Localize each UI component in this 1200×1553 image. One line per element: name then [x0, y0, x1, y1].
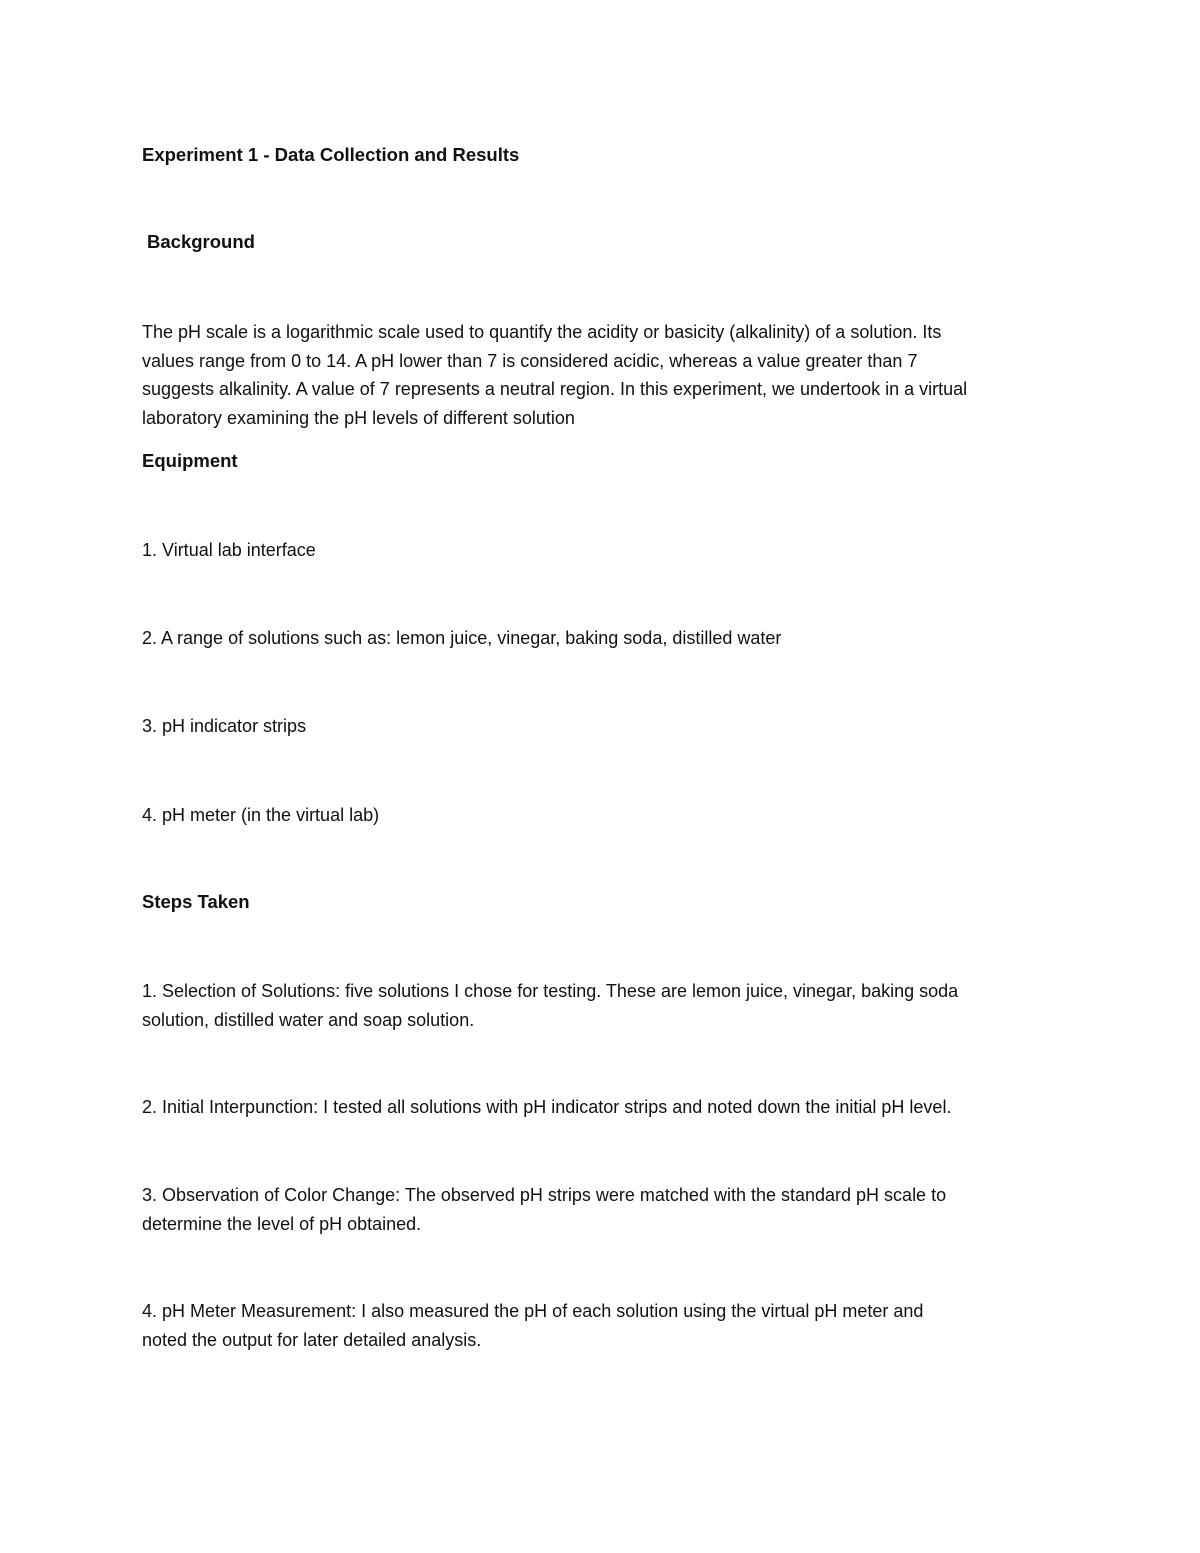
section-heading-equipment: Equipment — [142, 450, 238, 471]
step-line: 1. Selection of Solutions: five solutions I chose for testing. These are lemon juice, vinegar, baking soda — [142, 981, 959, 1001]
step-line: 3. Observation of Color Change: The observed pH strips were matched with the standard pH scale to — [142, 1185, 947, 1205]
step-line: noted the output for later detailed analysis. — [142, 1329, 482, 1350]
step-line: 4. pH Meter Measurement: I also measured the pH of each solution using the virtual pH meter and — [142, 1301, 924, 1321]
step-line: determine the level of pH obtained. — [142, 1213, 422, 1234]
step-item — [142, 977, 1072, 1034]
paragraph-line: laboratory examining the pH levels of different solution — [142, 407, 575, 428]
section-heading-steps: Steps Taken — [142, 891, 250, 912]
section-heading-background: Background — [147, 231, 255, 252]
step-item — [142, 1181, 1072, 1238]
paragraph-line: suggests alkalinity. A value of 7 represents a neutral region. In this experiment, we undertook in a virtual — [142, 379, 968, 399]
background-paragraph — [142, 318, 1072, 432]
equipment-item: 1. Virtual lab interface — [142, 540, 316, 560]
step-item — [142, 1093, 1072, 1122]
step-line: solution, distilled water and soap solution. — [142, 1009, 475, 1030]
page-title: Experiment 1 - Data Collection and Results — [142, 144, 520, 165]
paragraph-line: The pH scale is a logarithmic scale used to quantify the acidity or basicity (alkalinity) of a solution. Its — [142, 322, 942, 342]
equipment-item: 2. A range of solutions such as: lemon juice, vinegar, baking soda, distilled water — [142, 628, 782, 648]
equipment-item: 4. pH meter (in the virtual lab) — [142, 805, 380, 825]
paragraph-line: values range from 0 to 14. A pH lower than 7 is considered acidic, whereas a value greater than 7 — [142, 350, 918, 371]
step-line: 2. Initial Interpunction: I tested all solutions with pH indicator strips and noted down the initial pH level. — [142, 1097, 952, 1117]
equipment-item: 3. pH indicator strips — [142, 716, 307, 736]
step-item — [142, 1297, 1072, 1354]
